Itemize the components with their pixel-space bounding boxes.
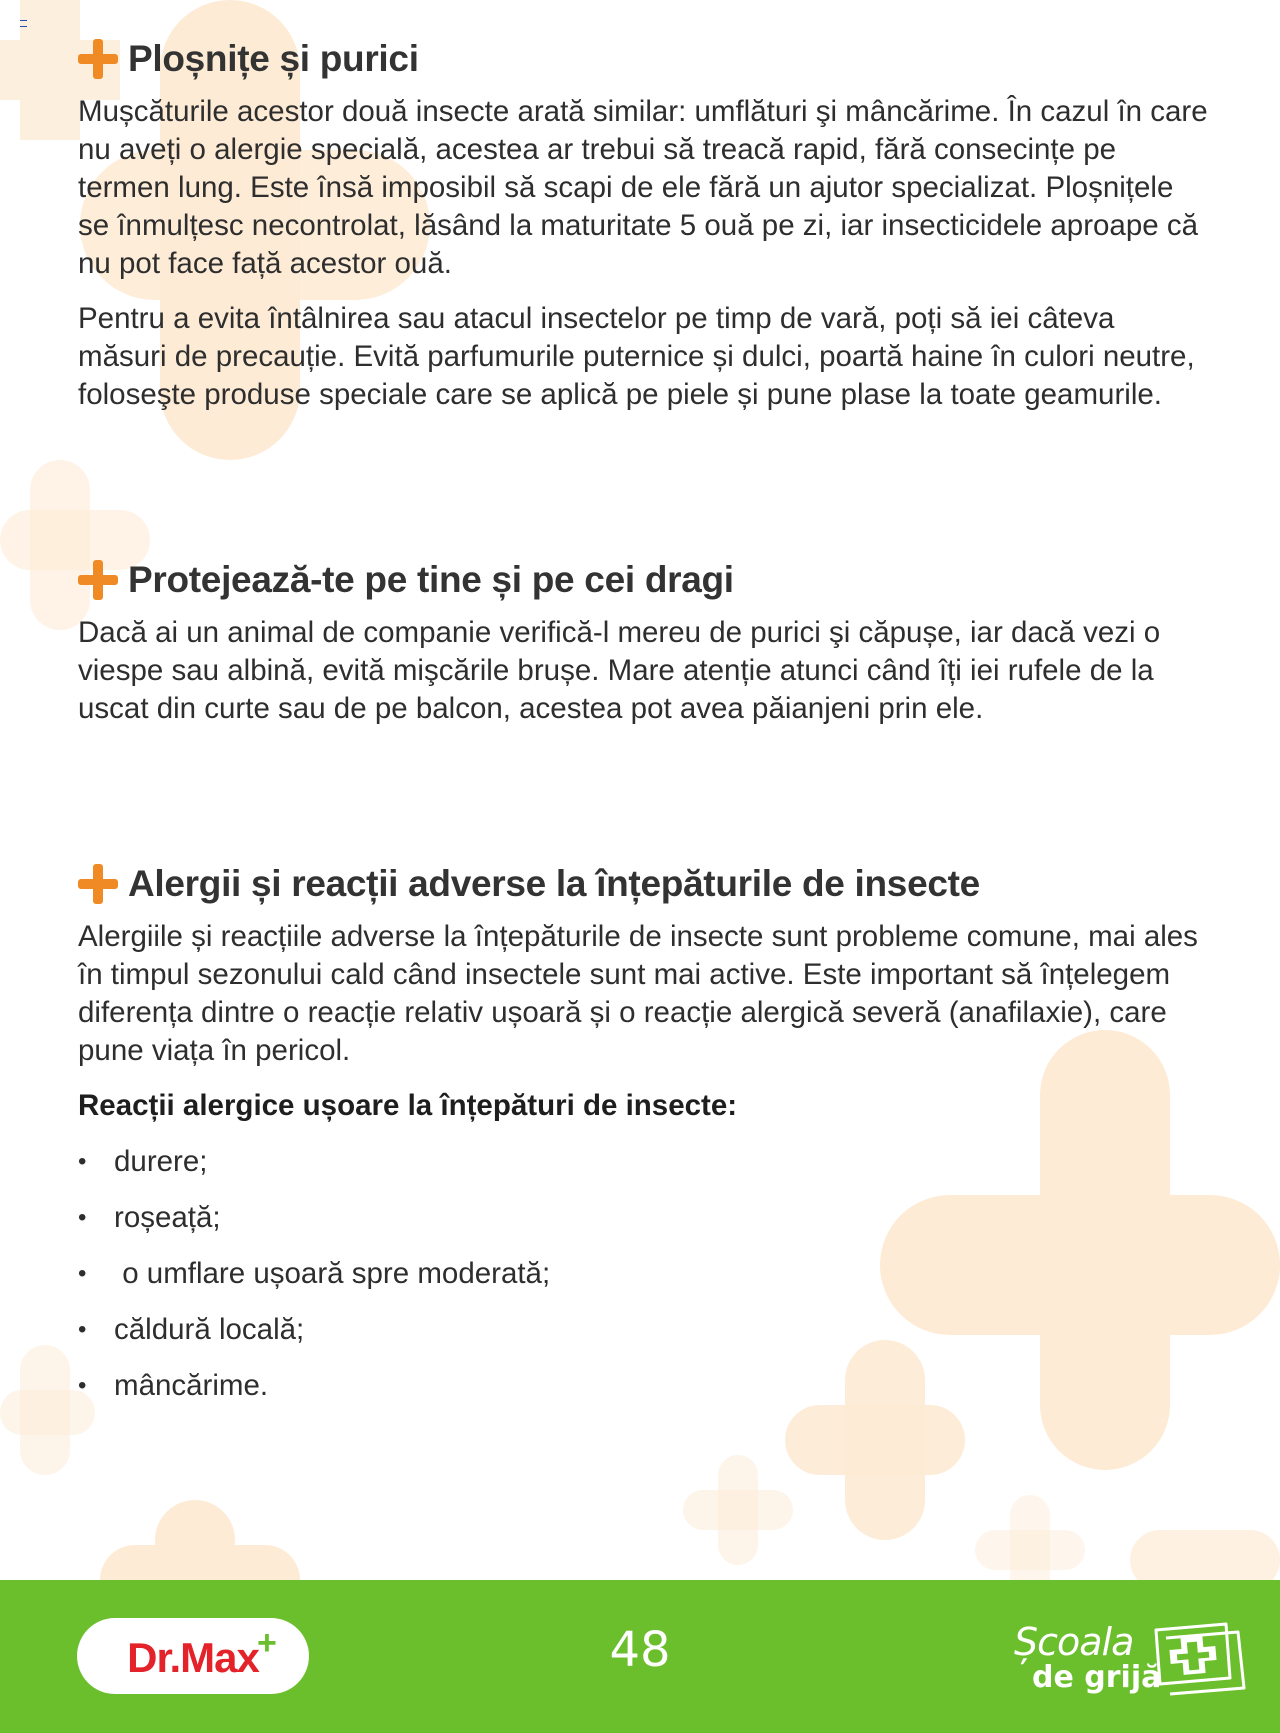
- paragraph: Alergiile și reacțiile adverse la înțepăturile de insecte sunt probleme comune, mai ales în timpul sezonului cald când insectele sunt mai active. Este important să înțelegem diferența dintre o reacție relativ ușoară și o reacție alergică severă (anafilaxie), care pune viața în pericol.: [78, 920, 1198, 1067]
- scoala-de-grija-logo[interactable]: [1012, 1620, 1252, 1700]
- section-title: Protejează-te pe tine și pe cei dragi: [128, 558, 734, 600]
- section-title: Alergii și reacții adverse la înțepăturile de insecte: [128, 862, 980, 904]
- plus-icon: [78, 864, 118, 904]
- plus-icon: [78, 560, 118, 600]
- corner-mark: [20, 20, 27, 27]
- drmax-logo[interactable]: [77, 1618, 309, 1694]
- brand-line-2: de grijă: [1032, 1660, 1162, 1695]
- plus-icon: [78, 39, 118, 79]
- page-number: 48: [609, 1622, 671, 1678]
- brand-line-1: Școala: [1014, 1620, 1134, 1664]
- paragraph: Pentru a evita întâlnirea sau atacul insectelor pe timp de vară, poți să iei câteva măsuri de precauție. Evită parfumurile puternice și dulci, poartă haine în culori neutre, foloseşte produse speciale care se aplică pe piele și pune plase la toate geamurile.: [78, 302, 1195, 411]
- subheading: Reacții alergice ușoare la înțepături de insecte:: [78, 1089, 738, 1122]
- paragraph: Mușcăturile acestor două insecte arată similar: umflături şi mâncărime. În cazul în care nu aveți o alergie specială, acestea ar trebui să treacă rapid, fără consecințe pe termen lung. Este însă imposibil să scapi de ele fără un ajutor specializat. Ploșnițele se înmulțesc necontrolat, lăsând la maturitate 5 ouă pe zi, iar insecticidele aproape că nu pot face față acestor ouă.: [78, 95, 1208, 280]
- logo-plus: +: [257, 1624, 277, 1662]
- list-item: • durere;: [78, 1143, 550, 1199]
- list-item: • roșeață;: [78, 1199, 550, 1255]
- scoala-logo-icon: [1152, 1622, 1248, 1698]
- bullet-list: [78, 1143, 550, 1423]
- logo-text: Dr.Max: [127, 1634, 259, 1681]
- list-item: • o umflare ușoară spre moderată;: [78, 1255, 550, 1311]
- section-heading: [78, 558, 734, 602]
- footer-bar: [0, 1580, 1280, 1733]
- list-item: • căldură locală;: [78, 1311, 550, 1367]
- section-heading: [78, 862, 980, 906]
- section-title: Ploșnițe și purici: [128, 37, 419, 79]
- list-item: • mâncărime.: [78, 1367, 550, 1423]
- section-heading: [78, 37, 419, 81]
- paragraph: Dacă ai un animal de companie verifică-l mereu de purici şi căpușe, iar dacă vezi o viespe sau albină, evită mişcările brușe. Mare atenție atunci când îți iei rufele de la uscat din curte sau de pe balcon, acestea pot avea păianjeni prin ele.: [78, 616, 1161, 725]
